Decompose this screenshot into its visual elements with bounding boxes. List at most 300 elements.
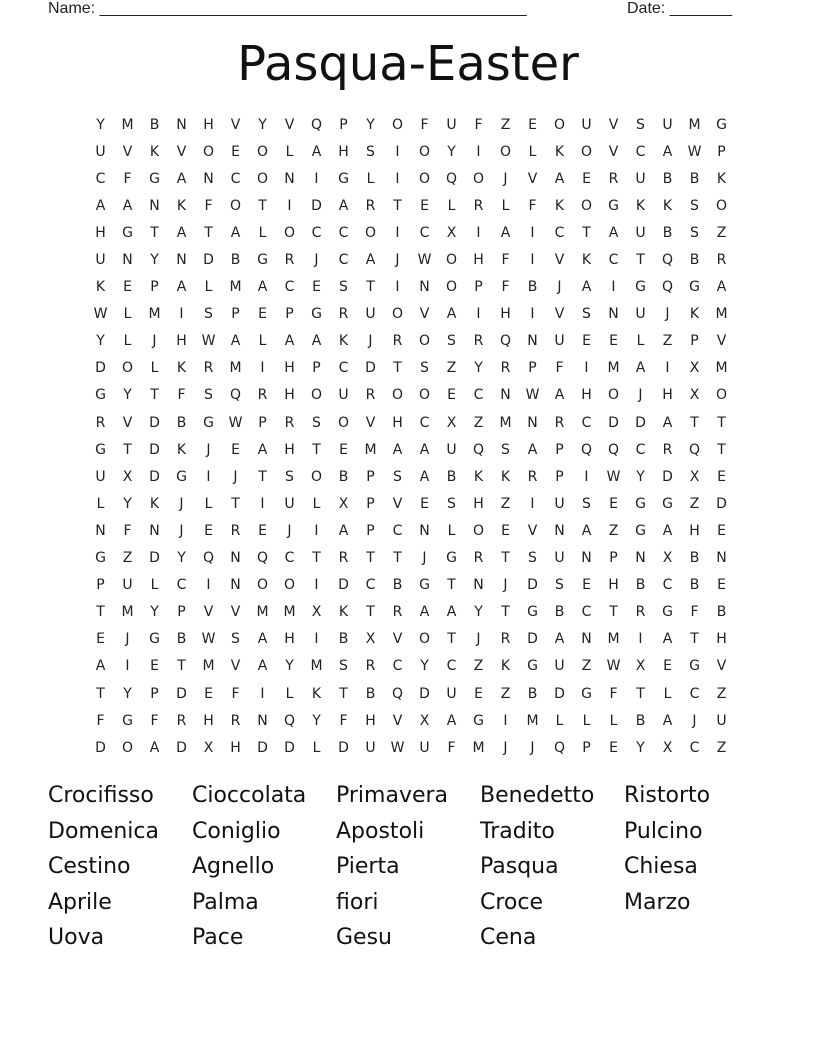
grid-letter[interactable]: L bbox=[150, 577, 159, 594]
grid-letter[interactable]: U bbox=[554, 550, 565, 567]
grid-letter[interactable]: M bbox=[148, 306, 161, 323]
grid-letter[interactable]: E bbox=[582, 577, 591, 594]
grid-letter[interactable]: B bbox=[338, 468, 349, 485]
grid-letter[interactable]: V bbox=[419, 306, 430, 323]
grid-letter[interactable]: H bbox=[365, 712, 376, 729]
grid-letter[interactable]: I bbox=[314, 577, 319, 594]
grid-letter[interactable]: F bbox=[690, 604, 699, 621]
grid-letter[interactable]: N bbox=[149, 522, 160, 539]
grid-letter[interactable]: V bbox=[716, 658, 727, 675]
grid-letter[interactable]: A bbox=[419, 441, 430, 458]
grid-letter[interactable]: I bbox=[125, 658, 130, 675]
grid-letter[interactable]: H bbox=[284, 387, 295, 404]
grid-letter[interactable]: N bbox=[419, 522, 430, 539]
grid-letter[interactable]: G bbox=[122, 224, 133, 241]
grid-letter[interactable]: D bbox=[203, 252, 214, 269]
grid-letter[interactable]: H bbox=[176, 333, 187, 350]
grid-letter[interactable]: M bbox=[202, 658, 215, 675]
grid-letter[interactable]: N bbox=[554, 522, 565, 539]
grid-letter[interactable]: K bbox=[338, 604, 349, 621]
grid-letter[interactable]: L bbox=[555, 712, 564, 729]
grid-letter[interactable]: C bbox=[581, 604, 592, 621]
grid-letter[interactable]: H bbox=[203, 116, 214, 133]
grid-letter[interactable]: P bbox=[312, 360, 321, 377]
grid-letter[interactable]: P bbox=[366, 468, 375, 485]
grid-letter[interactable]: C bbox=[662, 577, 673, 594]
grid-letter[interactable]: V bbox=[365, 414, 376, 431]
grid-letter[interactable]: T bbox=[447, 631, 456, 648]
grid-letter[interactable]: J bbox=[665, 306, 670, 323]
grid-letter[interactable]: K bbox=[500, 658, 511, 675]
grid-letter[interactable]: C bbox=[365, 577, 376, 594]
grid-letter[interactable]: G bbox=[419, 577, 430, 594]
grid-letter[interactable]: A bbox=[338, 522, 349, 539]
grid-letter[interactable]: G bbox=[527, 658, 538, 675]
grid-letter[interactable]: Q bbox=[445, 170, 458, 187]
grid-letter[interactable]: G bbox=[257, 252, 268, 269]
grid-letter[interactable]: I bbox=[395, 279, 400, 296]
grid-letter[interactable]: A bbox=[635, 360, 646, 377]
grid-letter[interactable]: L bbox=[447, 197, 456, 214]
grid-letter[interactable]: V bbox=[203, 604, 214, 621]
grid-letter[interactable]: R bbox=[95, 414, 106, 431]
grid-letter[interactable]: C bbox=[338, 252, 349, 269]
grid-letter[interactable]: E bbox=[717, 468, 726, 485]
grid-letter[interactable]: T bbox=[231, 495, 240, 512]
grid-letter[interactable]: N bbox=[230, 550, 241, 567]
grid-letter[interactable]: C bbox=[419, 414, 430, 431]
grid-letter[interactable]: C bbox=[554, 224, 565, 241]
grid-letter[interactable]: X bbox=[662, 739, 673, 756]
grid-letter[interactable]: R bbox=[284, 414, 295, 431]
grid-letter[interactable]: O bbox=[607, 387, 620, 404]
grid-letter[interactable]: T bbox=[582, 224, 591, 241]
grid-letter[interactable]: A bbox=[554, 170, 565, 187]
grid-letter[interactable]: K bbox=[95, 279, 106, 296]
grid-letter[interactable]: C bbox=[230, 170, 241, 187]
grid-letter[interactable]: R bbox=[662, 441, 673, 458]
grid-letter[interactable]: B bbox=[527, 279, 538, 296]
grid-letter[interactable]: M bbox=[364, 441, 377, 458]
grid-letter[interactable]: T bbox=[717, 414, 726, 431]
grid-letter[interactable]: U bbox=[365, 306, 376, 323]
grid-letter[interactable]: Q bbox=[661, 252, 674, 269]
grid-letter[interactable]: H bbox=[284, 441, 295, 458]
grid-letter[interactable]: G bbox=[635, 279, 646, 296]
grid-letter[interactable]: S bbox=[501, 441, 510, 458]
grid-letter[interactable]: B bbox=[230, 252, 241, 269]
grid-letter[interactable]: T bbox=[96, 685, 105, 702]
grid-letter[interactable]: V bbox=[284, 116, 295, 133]
grid-letter[interactable]: P bbox=[150, 279, 159, 296]
grid-letter[interactable]: A bbox=[338, 197, 349, 214]
grid-letter[interactable]: V bbox=[230, 116, 241, 133]
grid-letter[interactable]: G bbox=[581, 685, 592, 702]
grid-letter[interactable]: G bbox=[716, 116, 727, 133]
grid-letter[interactable]: R bbox=[392, 333, 403, 350]
grid-letter[interactable]: T bbox=[96, 604, 105, 621]
grid-letter[interactable]: C bbox=[176, 577, 187, 594]
grid-letter[interactable]: L bbox=[312, 739, 321, 756]
grid-letter[interactable]: J bbox=[557, 279, 562, 296]
grid-letter[interactable]: C bbox=[284, 279, 295, 296]
grid-letter[interactable]: I bbox=[260, 685, 265, 702]
grid-letter[interactable]: Z bbox=[716, 739, 727, 756]
grid-letter[interactable]: W bbox=[606, 658, 621, 675]
grid-letter[interactable]: B bbox=[689, 550, 700, 567]
grid-letter[interactable]: B bbox=[635, 577, 646, 594]
grid-letter[interactable]: U bbox=[635, 306, 646, 323]
grid-letter[interactable]: X bbox=[338, 495, 349, 512]
grid-letter[interactable]: H bbox=[581, 387, 592, 404]
grid-letter[interactable]: Y bbox=[285, 658, 294, 675]
grid-letter[interactable]: A bbox=[446, 604, 457, 621]
grid-letter[interactable]: H bbox=[284, 360, 295, 377]
grid-letter[interactable]: J bbox=[530, 739, 535, 756]
grid-letter[interactable]: F bbox=[204, 197, 213, 214]
grid-letter[interactable]: M bbox=[607, 631, 620, 648]
grid-letter[interactable]: Q bbox=[202, 550, 215, 567]
grid-letter[interactable]: Q bbox=[229, 387, 242, 404]
grid-letter[interactable]: G bbox=[689, 658, 700, 675]
grid-letter[interactable]: A bbox=[581, 522, 592, 539]
grid-letter[interactable]: A bbox=[149, 739, 160, 756]
grid-letter[interactable]: L bbox=[204, 279, 213, 296]
grid-letter[interactable]: X bbox=[311, 604, 322, 621]
grid-letter[interactable]: A bbox=[662, 712, 673, 729]
grid-letter[interactable]: K bbox=[473, 468, 484, 485]
grid-letter[interactable]: O bbox=[364, 224, 377, 241]
grid-letter[interactable]: J bbox=[125, 631, 130, 648]
grid-letter[interactable]: O bbox=[121, 360, 134, 377]
grid-letter[interactable]: Y bbox=[474, 604, 483, 621]
grid-letter[interactable]: A bbox=[500, 224, 511, 241]
grid-letter[interactable]: B bbox=[365, 685, 376, 702]
grid-letter[interactable]: A bbox=[230, 224, 241, 241]
grid-letter[interactable]: A bbox=[95, 658, 106, 675]
grid-letter[interactable]: K bbox=[635, 197, 646, 214]
grid-letter[interactable]: V bbox=[554, 252, 565, 269]
grid-letter[interactable]: R bbox=[230, 712, 241, 729]
grid-letter[interactable]: O bbox=[499, 143, 512, 160]
grid-letter[interactable]: B bbox=[716, 604, 727, 621]
grid-letter[interactable]: R bbox=[365, 197, 376, 214]
grid-letter[interactable]: N bbox=[635, 550, 646, 567]
grid-letter[interactable]: W bbox=[390, 739, 405, 756]
grid-letter[interactable]: F bbox=[555, 360, 564, 377]
grid-letter[interactable]: J bbox=[152, 333, 157, 350]
grid-letter[interactable]: E bbox=[582, 333, 591, 350]
grid-letter[interactable]: Q bbox=[688, 441, 701, 458]
grid-letter[interactable]: T bbox=[609, 604, 618, 621]
grid-letter[interactable]: B bbox=[527, 685, 538, 702]
grid-letter[interactable]: V bbox=[608, 116, 619, 133]
grid-letter[interactable]: T bbox=[366, 550, 375, 567]
grid-letter[interactable]: N bbox=[95, 522, 106, 539]
grid-letter[interactable]: O bbox=[445, 252, 458, 269]
grid-letter[interactable]: E bbox=[204, 685, 213, 702]
grid-letter[interactable]: P bbox=[366, 495, 375, 512]
grid-letter[interactable]: H bbox=[716, 631, 727, 648]
grid-letter[interactable]: X bbox=[689, 387, 700, 404]
grid-letter[interactable]: R bbox=[257, 387, 268, 404]
grid-letter[interactable]: I bbox=[206, 577, 211, 594]
grid-letter[interactable]: F bbox=[231, 685, 240, 702]
grid-letter[interactable]: U bbox=[446, 441, 457, 458]
grid-letter[interactable]: P bbox=[717, 143, 726, 160]
grid-letter[interactable]: K bbox=[500, 468, 511, 485]
grid-letter[interactable]: J bbox=[422, 550, 427, 567]
grid-letter[interactable]: P bbox=[690, 333, 699, 350]
grid-letter[interactable]: J bbox=[503, 739, 508, 756]
grid-letter[interactable]: D bbox=[149, 441, 160, 458]
grid-letter[interactable]: P bbox=[555, 468, 564, 485]
grid-letter[interactable]: A bbox=[554, 387, 565, 404]
grid-letter[interactable]: I bbox=[314, 631, 319, 648]
grid-letter[interactable]: L bbox=[312, 495, 321, 512]
grid-letter[interactable]: U bbox=[554, 658, 565, 675]
grid-letter[interactable]: Q bbox=[310, 116, 323, 133]
grid-letter[interactable]: I bbox=[206, 468, 211, 485]
grid-letter[interactable]: O bbox=[310, 468, 323, 485]
grid-letter[interactable]: M bbox=[472, 739, 485, 756]
grid-letter[interactable]: Y bbox=[123, 685, 132, 702]
grid-letter[interactable]: Y bbox=[96, 116, 105, 133]
grid-letter[interactable]: R bbox=[635, 604, 646, 621]
grid-letter[interactable]: Z bbox=[500, 495, 511, 512]
grid-letter[interactable]: S bbox=[690, 197, 699, 214]
grid-letter[interactable]: N bbox=[419, 279, 430, 296]
grid-letter[interactable]: W bbox=[525, 387, 540, 404]
grid-letter[interactable]: K bbox=[149, 143, 160, 160]
grid-letter[interactable]: E bbox=[501, 522, 510, 539]
grid-letter[interactable]: D bbox=[608, 414, 619, 431]
grid-letter[interactable]: P bbox=[366, 522, 375, 539]
grid-letter[interactable]: E bbox=[420, 495, 429, 512]
grid-letter[interactable]: Y bbox=[123, 387, 132, 404]
grid-letter[interactable]: H bbox=[392, 414, 403, 431]
grid-letter[interactable]: O bbox=[472, 170, 485, 187]
grid-letter[interactable]: V bbox=[527, 522, 538, 539]
grid-letter[interactable]: K bbox=[338, 333, 349, 350]
grid-letter[interactable]: U bbox=[554, 333, 565, 350]
grid-letter[interactable]: V bbox=[392, 631, 403, 648]
grid-letter[interactable]: O bbox=[418, 631, 431, 648]
grid-letter[interactable]: C bbox=[392, 658, 403, 675]
grid-letter[interactable]: N bbox=[284, 170, 295, 187]
grid-letter[interactable]: T bbox=[177, 658, 186, 675]
grid-letter[interactable]: B bbox=[176, 631, 187, 648]
grid-letter[interactable]: A bbox=[662, 414, 673, 431]
grid-letter[interactable]: I bbox=[584, 360, 589, 377]
grid-letter[interactable]: D bbox=[527, 577, 538, 594]
grid-letter[interactable]: P bbox=[528, 360, 537, 377]
grid-letter[interactable]: E bbox=[258, 306, 267, 323]
grid-letter[interactable]: T bbox=[366, 279, 375, 296]
grid-letter[interactable]: C bbox=[284, 550, 295, 567]
grid-letter[interactable]: L bbox=[204, 495, 213, 512]
grid-letter[interactable]: L bbox=[258, 333, 267, 350]
grid-letter[interactable]: F bbox=[501, 279, 510, 296]
grid-letter[interactable]: R bbox=[473, 333, 484, 350]
grid-letter[interactable]: G bbox=[311, 306, 322, 323]
grid-letter[interactable]: L bbox=[96, 495, 105, 512]
grid-letter[interactable]: L bbox=[366, 170, 375, 187]
grid-letter[interactable]: G bbox=[95, 387, 106, 404]
grid-letter[interactable]: E bbox=[717, 577, 726, 594]
grid-letter[interactable]: E bbox=[474, 685, 483, 702]
grid-letter[interactable]: Y bbox=[636, 468, 645, 485]
grid-letter[interactable]: P bbox=[339, 116, 348, 133]
grid-letter[interactable]: G bbox=[176, 468, 187, 485]
grid-letter[interactable]: B bbox=[689, 577, 700, 594]
grid-letter[interactable]: P bbox=[258, 414, 267, 431]
grid-letter[interactable]: A bbox=[662, 631, 673, 648]
grid-letter[interactable]: S bbox=[690, 224, 699, 241]
grid-letter[interactable]: E bbox=[609, 333, 618, 350]
grid-letter[interactable]: B bbox=[662, 170, 673, 187]
grid-letter[interactable]: H bbox=[338, 143, 349, 160]
grid-letter[interactable]: Q bbox=[580, 441, 593, 458]
grid-letter[interactable]: O bbox=[229, 197, 242, 214]
grid-letter[interactable]: I bbox=[395, 224, 400, 241]
grid-letter[interactable]: F bbox=[123, 522, 132, 539]
grid-letter[interactable]: G bbox=[635, 495, 646, 512]
grid-letter[interactable]: V bbox=[716, 333, 727, 350]
grid-letter[interactable]: R bbox=[473, 197, 484, 214]
grid-letter[interactable]: B bbox=[635, 712, 646, 729]
grid-letter[interactable]: U bbox=[662, 116, 673, 133]
grid-letter[interactable]: U bbox=[446, 116, 457, 133]
grid-letter[interactable]: Q bbox=[499, 333, 512, 350]
grid-letter[interactable]: E bbox=[420, 197, 429, 214]
grid-letter[interactable]: V bbox=[122, 414, 133, 431]
grid-letter[interactable]: O bbox=[391, 306, 404, 323]
grid-letter[interactable]: I bbox=[530, 495, 535, 512]
grid-letter[interactable]: M bbox=[715, 360, 728, 377]
grid-letter[interactable]: E bbox=[663, 658, 672, 675]
grid-letter[interactable]: U bbox=[95, 468, 106, 485]
grid-letter[interactable]: A bbox=[230, 333, 241, 350]
grid-letter[interactable]: O bbox=[472, 522, 485, 539]
grid-letter[interactable]: A bbox=[662, 143, 673, 160]
grid-letter[interactable]: S bbox=[204, 306, 213, 323]
grid-letter[interactable]: M bbox=[229, 279, 242, 296]
grid-letter[interactable]: S bbox=[582, 306, 591, 323]
grid-letter[interactable]: F bbox=[339, 712, 348, 729]
grid-letter[interactable]: A bbox=[365, 252, 376, 269]
grid-letter[interactable]: P bbox=[177, 604, 186, 621]
grid-letter[interactable]: L bbox=[150, 360, 159, 377]
grid-letter[interactable]: Y bbox=[474, 360, 483, 377]
grid-letter[interactable]: S bbox=[636, 116, 645, 133]
grid-letter[interactable]: R bbox=[284, 252, 295, 269]
grid-letter[interactable]: D bbox=[311, 197, 322, 214]
grid-letter[interactable]: O bbox=[445, 279, 458, 296]
grid-letter[interactable]: O bbox=[580, 197, 593, 214]
grid-letter[interactable]: D bbox=[338, 577, 349, 594]
grid-letter[interactable]: O bbox=[256, 143, 269, 160]
grid-letter[interactable]: U bbox=[716, 712, 727, 729]
grid-letter[interactable]: F bbox=[609, 685, 618, 702]
grid-letter[interactable]: Y bbox=[366, 116, 375, 133]
grid-letter[interactable]: C bbox=[95, 170, 106, 187]
grid-letter[interactable]: N bbox=[581, 631, 592, 648]
grid-letter[interactable]: H bbox=[284, 631, 295, 648]
grid-letter[interactable]: S bbox=[393, 468, 402, 485]
grid-letter[interactable]: G bbox=[338, 170, 349, 187]
grid-letter[interactable]: E bbox=[258, 522, 267, 539]
grid-letter[interactable]: Z bbox=[500, 116, 511, 133]
grid-letter[interactable]: A bbox=[716, 279, 727, 296]
grid-letter[interactable]: F bbox=[528, 197, 537, 214]
grid-letter[interactable]: Z bbox=[473, 658, 484, 675]
grid-letter[interactable]: E bbox=[312, 279, 321, 296]
grid-letter[interactable]: E bbox=[231, 441, 240, 458]
grid-letter[interactable]: A bbox=[419, 604, 430, 621]
grid-letter[interactable]: K bbox=[716, 170, 727, 187]
grid-letter[interactable]: S bbox=[366, 143, 375, 160]
grid-letter[interactable]: A bbox=[176, 224, 187, 241]
grid-letter[interactable]: R bbox=[338, 306, 349, 323]
grid-letter[interactable]: H bbox=[230, 739, 241, 756]
grid-letter[interactable]: M bbox=[607, 360, 620, 377]
grid-letter[interactable]: W bbox=[93, 306, 108, 323]
grid-letter[interactable]: Z bbox=[122, 550, 133, 567]
grid-letter[interactable]: S bbox=[339, 279, 348, 296]
grid-letter[interactable]: H bbox=[95, 224, 106, 241]
grid-letter[interactable]: S bbox=[555, 577, 564, 594]
grid-letter[interactable]: Q bbox=[607, 441, 620, 458]
grid-letter[interactable]: X bbox=[446, 414, 457, 431]
grid-letter[interactable]: Y bbox=[96, 333, 105, 350]
grid-letter[interactable]: C bbox=[311, 224, 322, 241]
grid-letter[interactable]: P bbox=[609, 550, 618, 567]
grid-letter[interactable]: R bbox=[338, 550, 349, 567]
grid-letter[interactable]: F bbox=[150, 712, 159, 729]
grid-letter[interactable]: T bbox=[312, 441, 321, 458]
grid-letter[interactable]: Z bbox=[608, 522, 619, 539]
grid-letter[interactable]: X bbox=[689, 360, 700, 377]
grid-letter[interactable]: C bbox=[581, 414, 592, 431]
grid-letter[interactable]: L bbox=[123, 333, 132, 350]
grid-letter[interactable]: K bbox=[176, 441, 187, 458]
grid-letter[interactable]: Y bbox=[312, 712, 321, 729]
grid-letter[interactable]: X bbox=[689, 468, 700, 485]
grid-letter[interactable]: Y bbox=[150, 604, 159, 621]
grid-letter[interactable]: N bbox=[203, 170, 214, 187]
grid-letter[interactable]: M bbox=[229, 360, 242, 377]
grid-letter[interactable]: N bbox=[230, 577, 241, 594]
grid-letter[interactable]: D bbox=[149, 414, 160, 431]
grid-letter[interactable]: L bbox=[258, 224, 267, 241]
grid-letter[interactable]: I bbox=[314, 170, 319, 187]
grid-letter[interactable]: T bbox=[150, 224, 159, 241]
grid-letter[interactable]: V bbox=[176, 143, 187, 160]
grid-letter[interactable]: M bbox=[715, 306, 728, 323]
grid-letter[interactable]: G bbox=[662, 495, 673, 512]
grid-letter[interactable]: S bbox=[447, 495, 456, 512]
grid-letter[interactable]: T bbox=[123, 441, 132, 458]
grid-letter[interactable]: S bbox=[447, 333, 456, 350]
grid-letter[interactable]: C bbox=[473, 387, 484, 404]
grid-letter[interactable]: N bbox=[500, 387, 511, 404]
grid-letter[interactable]: N bbox=[176, 116, 187, 133]
grid-letter[interactable]: D bbox=[635, 414, 646, 431]
grid-letter[interactable]: T bbox=[312, 550, 321, 567]
grid-letter[interactable]: S bbox=[528, 550, 537, 567]
grid-letter[interactable]: B bbox=[149, 116, 160, 133]
